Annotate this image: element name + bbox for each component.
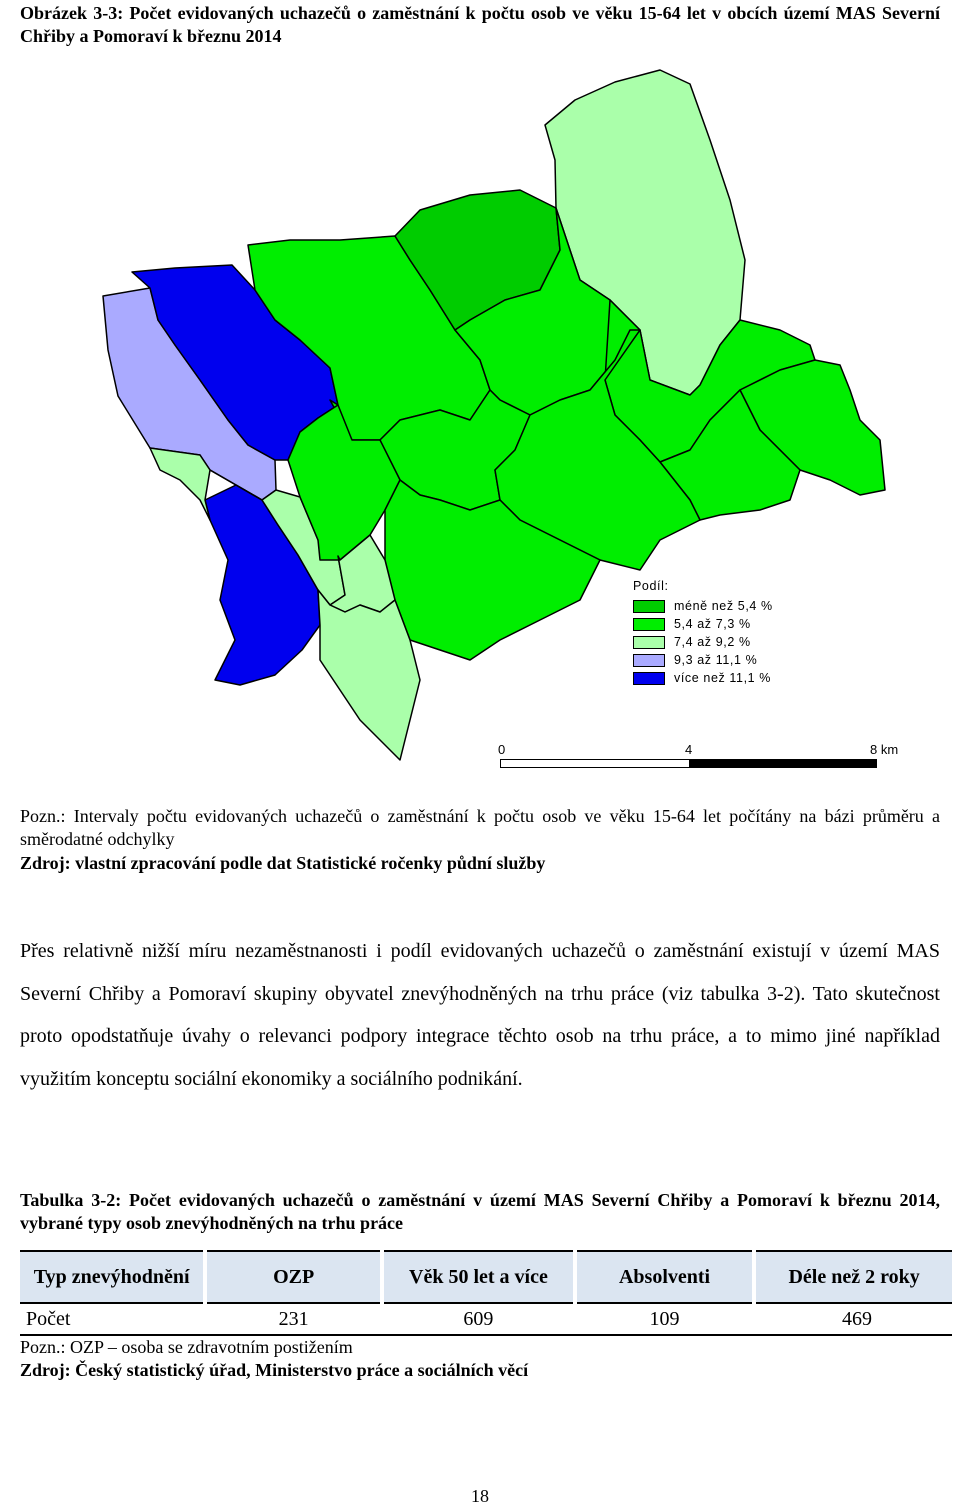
table-header-cell: Absolventi [575, 1251, 754, 1303]
table-note: Pozn.: OZP – osoba se zdravotním postižením [20, 1337, 353, 1357]
legend-swatch [633, 654, 665, 667]
map-scale-bar [498, 742, 918, 772]
legend-swatch [633, 618, 665, 631]
legend-label: méně než 5,4 % [674, 599, 773, 613]
page-number: 18 [471, 1486, 489, 1506]
table-header-cell: Déle než 2 roky [754, 1251, 952, 1303]
legend-label: 5,4 až 7,3 % [674, 617, 751, 631]
legend-item [633, 633, 773, 651]
table-header-cell: OZP [205, 1251, 382, 1303]
scale-label-start: 0 [498, 742, 506, 757]
legend-label: 9,3 až 11,1 % [674, 653, 758, 667]
legend-swatch [633, 672, 665, 685]
table-cell: 231 [205, 1303, 382, 1335]
table-cell: 469 [754, 1303, 952, 1335]
legend-title: Podíl: [633, 579, 669, 593]
scale-segment-black [689, 759, 877, 768]
legend-item [633, 669, 773, 687]
map-source: Zdroj: vlastní zpracování podle dat Statistické ročenky půdní služby [20, 853, 546, 873]
map-note: Pozn.: Intervaly počtu evidovaných uchazečů o zaměstnání k počtu osob ve věku 15-64 let počítány na bázi průměru a směrodatné odchylky [20, 806, 940, 849]
legend-item [633, 597, 773, 615]
map-legend [633, 579, 773, 687]
disadvantaged-groups-table [20, 1250, 952, 1336]
figure-caption: Obrázek 3-3: Počet evidovaných uchazečů o zaměstnání k počtu osob ve věku 15-64 let v obcích území MAS Severní Chřiby a Pomoraví k březnu 2014 [20, 3, 940, 46]
table-header-row [20, 1251, 952, 1303]
table-caption: Tabulka 3-2: Počet evidovaných uchazečů o zaměstnání v území MAS Severní Chřiby a Pomoraví k březnu 2014, vybrané typy osob znevýhodněných na trhu práce [20, 1190, 940, 1233]
legend-label: 7,4 až 9,2 % [674, 635, 751, 649]
legend-swatch [633, 636, 665, 649]
table-cell: 109 [575, 1303, 754, 1335]
legend-item [633, 615, 773, 633]
legend-item [633, 651, 773, 669]
scale-segment-white [500, 759, 690, 768]
table-cell: 609 [382, 1303, 575, 1335]
legend-swatch [633, 600, 665, 613]
legend-label: více než 11,1 % [674, 671, 772, 685]
table-source: Zdroj: Český statistický úřad, Ministerstvo práce a sociálních věcí [20, 1360, 529, 1380]
choropleth-map [0, 60, 960, 790]
table-header-cell: Věk 50 let a více [382, 1251, 575, 1303]
table-row-label: Počet [20, 1303, 205, 1335]
scale-label-middle: 4 [685, 742, 693, 757]
map-graphic [0, 60, 960, 790]
scale-label-end: 8 km [870, 742, 899, 757]
body-paragraph: Přes relativně nižší míru nezaměstnanosti i podíl evidovaných uchazečů o zaměstnání existují v území MAS Severní Chřiby a Pomoraví skupiny obyvatel znevýhodněných na trhu práce (viz tabulka 3-2). Tato skutečnost proto opodstatňuje úvahy o relevanci podpory integrace těchto osob na trhu práce, a to mimo jiné například využitím konceptu sociální ekonomiky a sociálního podnikání. [20, 940, 940, 1090]
table-header-cell: Typ znevýhodnění [20, 1251, 205, 1303]
region-northwest-wedge [150, 448, 210, 520]
table-row [20, 1303, 952, 1335]
